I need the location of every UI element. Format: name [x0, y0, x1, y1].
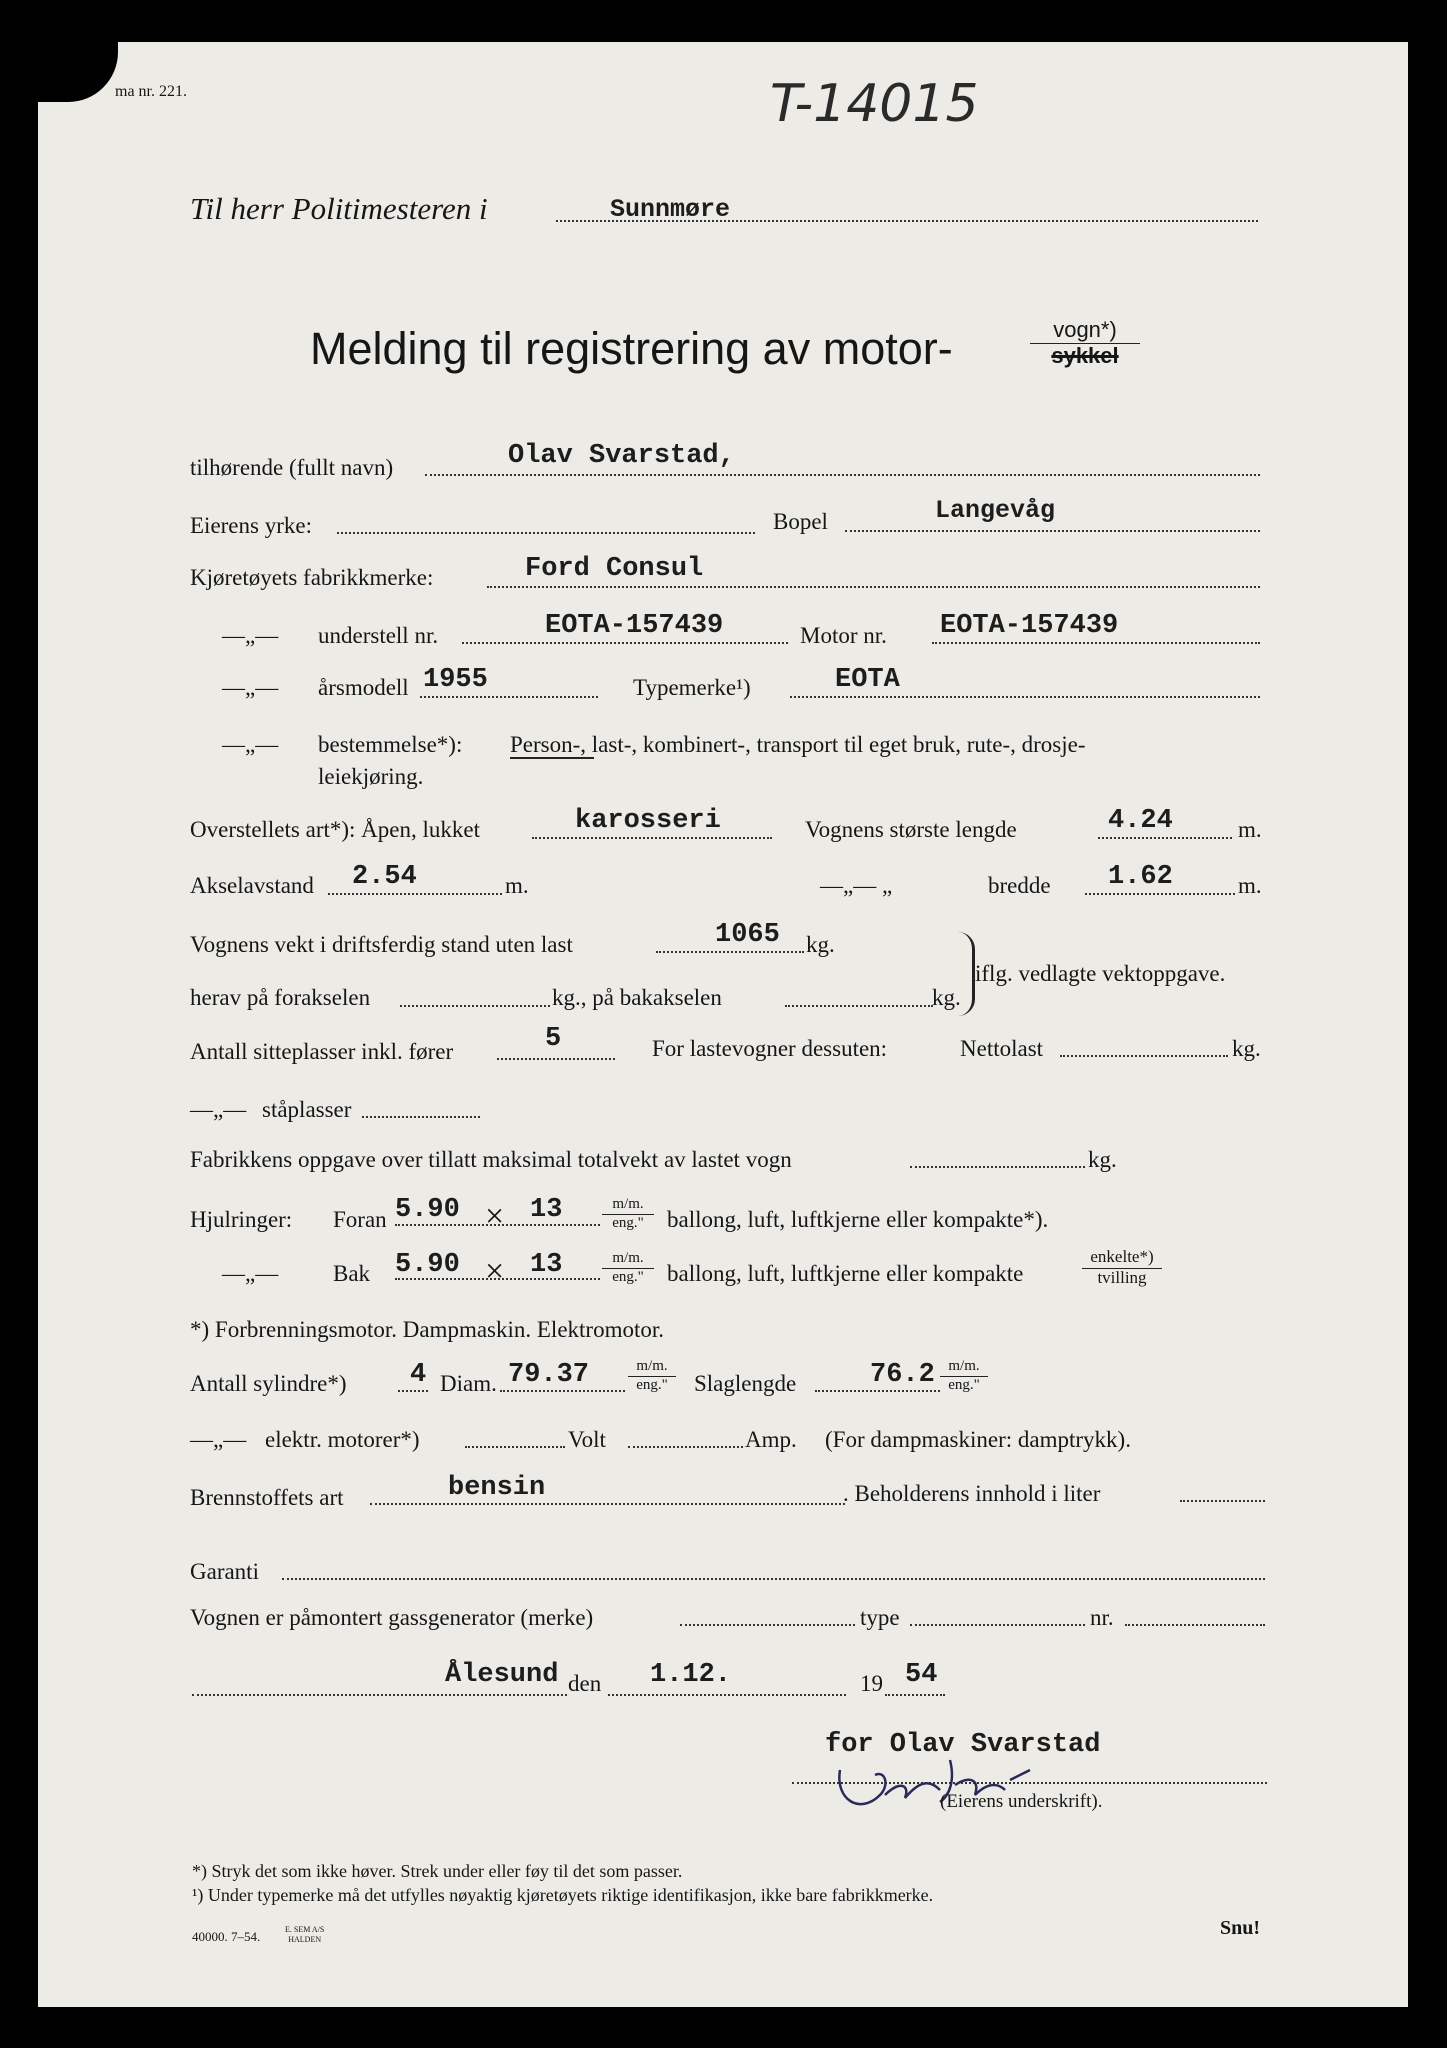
diameter-unit-eng: eng."	[636, 1376, 668, 1393]
rear-tire-cross: ×	[485, 1253, 505, 1290]
front-unit-mm: m/m.	[602, 1196, 654, 1215]
archive-handwritten-note: T-14015	[770, 74, 979, 134]
net-load-label: Nettolast	[960, 1036, 1044, 1061]
body-value: karosseri	[575, 806, 721, 836]
net-load-line	[1060, 1055, 1228, 1057]
rear-tire-ditto: —„—	[222, 1261, 279, 1286]
diameter-value: 79.37	[508, 1360, 590, 1390]
engine-types: *) Forbrenningsmotor. Dampmaskin. Elektromotor.	[190, 1317, 665, 1342]
tank-line	[1180, 1500, 1265, 1502]
body-line	[532, 837, 772, 839]
front-tire-cross: ×	[485, 1198, 505, 1235]
weight-line	[656, 951, 804, 953]
printer-name-bottom: HALDEN	[288, 1934, 322, 1944]
standing-label: ståplasser	[262, 1097, 352, 1122]
rear-unit-eng: eng."	[612, 1268, 644, 1285]
purpose-ditto: —„—	[222, 732, 279, 757]
diameter-unit	[628, 1358, 676, 1393]
form-number: ma nr. 221.	[115, 83, 187, 100]
net-load-unit: kg.	[1232, 1036, 1261, 1061]
electric-ditto: —„—	[190, 1427, 247, 1452]
rear-tire-unit	[602, 1250, 654, 1285]
diameter-line	[500, 1390, 625, 1392]
body-label: Overstellets art*): Åpen, lukket	[190, 817, 480, 842]
volt-label: Volt	[568, 1427, 606, 1452]
occupation-label: Eierens yrke:	[190, 513, 312, 538]
rear-tire-size: 5.90	[395, 1250, 460, 1280]
date-value: 1.12.	[650, 1660, 732, 1690]
front-tire-size: 5.90	[395, 1195, 460, 1225]
footnote-2: ¹) Under typemerke må det utfylles nøyaktig kjøretøyets riktige identifikasjon, ikke bare fabrikkmerke.	[192, 1885, 934, 1905]
year-ditto: —„—	[222, 675, 279, 700]
fuel-value: bensin	[448, 1473, 546, 1503]
volt-line	[465, 1446, 565, 1448]
stroke-unit-mm: m/m.	[940, 1358, 988, 1377]
front-tire-unit	[602, 1196, 654, 1231]
owner-name-line	[425, 474, 1260, 476]
sign-year-line	[885, 1694, 945, 1696]
stroke-label: Slaglengde	[694, 1371, 797, 1396]
gas-nr-label: nr.	[1090, 1605, 1114, 1630]
footnote-1: *) Stryk det som ikke høver. Strek under eller føy til det som passer.	[192, 1861, 683, 1881]
rear-option-single: enkelte*)	[1082, 1248, 1162, 1269]
length-line	[1098, 837, 1232, 839]
place-line	[192, 1694, 567, 1696]
make-line	[487, 586, 1260, 588]
occupation-line	[337, 532, 755, 534]
gas-type-line	[910, 1624, 1085, 1626]
turn-over: Snu!	[1220, 1917, 1261, 1939]
owner-name-label: tilhørende (fullt navn)	[190, 455, 394, 480]
stroke-value: 76.2	[870, 1360, 935, 1390]
diameter-label: Diam.	[440, 1371, 497, 1396]
make-label: Kjøretøyets fabrikkmerke:	[190, 565, 434, 590]
seats-line	[497, 1058, 615, 1060]
purpose-options: Person-, last-, kombinert-, transport til eget bruk, rute-, drosje-	[510, 732, 1086, 757]
rear-option-twin: tvilling	[1097, 1267, 1147, 1287]
front-axle-line	[400, 1005, 550, 1007]
residence-value: Langevåg	[935, 496, 1056, 525]
width-unit: m.	[1238, 873, 1262, 898]
steam-label: (For dampmaskiner: damptrykk).	[825, 1427, 1131, 1452]
chassis-line	[462, 642, 788, 644]
weight-unit: kg.	[806, 932, 835, 957]
engine-number-label: Motor nr.	[800, 623, 887, 648]
to-label: Til herr Politimesteren i	[190, 191, 488, 226]
cylinders-value: 4	[410, 1360, 427, 1390]
residence-label: Bopel	[773, 509, 828, 534]
diameter-unit-mm: m/m.	[628, 1358, 676, 1377]
engine-number-value: EOTA-157439	[940, 611, 1119, 641]
purpose-line2: leiekjøring.	[318, 764, 424, 789]
purpose-person-underline	[510, 757, 594, 759]
district-value: Sunnmøre	[610, 195, 731, 224]
front-axle-label: herav på forakselen	[190, 985, 371, 1010]
cylinders-line	[398, 1390, 428, 1392]
stroke-unit-eng: eng."	[948, 1376, 980, 1393]
type-label: Typemerke¹)	[633, 675, 751, 700]
purpose-label: bestemmelse*):	[318, 732, 463, 757]
max-weight-line	[910, 1166, 1085, 1168]
chassis-ditto: —„—	[222, 623, 279, 648]
front-tire-label: Foran	[333, 1207, 387, 1232]
gas-type-label: type	[860, 1605, 900, 1630]
gas-nr-line	[1125, 1624, 1265, 1626]
year-line	[420, 696, 598, 698]
rear-unit-mm: m/m.	[602, 1250, 654, 1269]
fuel-line	[370, 1503, 845, 1505]
length-unit: m.	[1238, 817, 1262, 842]
guarantee-label: Garanti	[190, 1559, 259, 1584]
front-tire-rim: 13	[530, 1195, 563, 1225]
cylinders-label: Antall sylindre*)	[190, 1371, 347, 1396]
standing-ditto: —„—	[190, 1097, 247, 1122]
rear-tire-label: Bak	[333, 1261, 371, 1286]
max-weight-label: Fabrikkens oppgave over tillatt maksimal totalvekt av lastet vogn	[190, 1147, 792, 1172]
weight-value: 1065	[715, 920, 780, 950]
amp-label: Amp.	[745, 1427, 797, 1452]
chassis-label: understell nr.	[318, 623, 439, 648]
tires-label: Hjulringer:	[190, 1207, 293, 1232]
gas-generator-line	[680, 1624, 855, 1626]
width-ditto: —„— „	[820, 873, 893, 898]
rear-tire-mounting	[1082, 1248, 1162, 1287]
max-weight-unit: kg.	[1088, 1147, 1117, 1172]
title-option-car: vogn*)	[1030, 318, 1140, 344]
residence-line	[845, 530, 1260, 532]
length-label: Vognens største lengde	[805, 817, 1017, 842]
year-label: årsmodell	[318, 675, 409, 700]
printer-name-top: E. SEM A/S	[285, 1925, 325, 1934]
guarantee-line	[282, 1578, 1265, 1580]
stroke-unit	[940, 1358, 988, 1393]
wheelbase-value: 2.54	[352, 862, 417, 892]
printer-name	[285, 1925, 324, 1944]
form-title: Melding til registrering av motor-	[310, 323, 953, 374]
rear-tire-types: ballong, luft, luftkjerne eller kompakte	[667, 1261, 1024, 1286]
front-unit-eng: eng."	[612, 1214, 644, 1231]
width-line	[1085, 893, 1235, 895]
cargo-label: For lastevogner dessuten:	[652, 1036, 888, 1061]
wheelbase-line	[328, 893, 502, 895]
front-tire-types: ballong, luft, luftkjerne eller kompakte*).	[667, 1207, 1049, 1232]
gas-generator-label: Vognen er påmontert gassgenerator (merke)	[190, 1605, 594, 1630]
model-year: 1955	[423, 665, 488, 695]
signature-caption: (Eierens underskrift).	[940, 1791, 1103, 1812]
width-label: bredde	[988, 873, 1051, 898]
seats-value: 5	[545, 1024, 562, 1054]
wheelbase-unit: m.	[505, 873, 529, 898]
stroke-line	[815, 1390, 940, 1392]
rear-axle-label: kg., på bakakselen	[552, 985, 722, 1010]
place-value: Ålesund	[445, 1660, 559, 1690]
fuel-label: Brennstoffets art	[190, 1485, 344, 1510]
rear-axle-unit: kg.	[932, 985, 961, 1010]
type-value: EOTA	[835, 665, 900, 695]
title-option-motorcycle: sykkel	[1051, 343, 1119, 369]
printer-code: 40000. 7–54.	[192, 1929, 261, 1944]
seats-label: Antall sitteplasser inkl. fører	[190, 1039, 454, 1064]
signed-for: for Olav Svarstad	[825, 1730, 1101, 1760]
chassis-value: EOTA-157439	[545, 611, 724, 641]
type-line	[790, 696, 1260, 698]
year-prefix: 19	[860, 1671, 883, 1696]
tank-label: . Beholderens innhold i liter	[843, 1481, 1101, 1506]
weight-brace	[958, 932, 975, 1016]
standing-line	[362, 1116, 480, 1118]
engine-number-line	[932, 642, 1260, 644]
title-vehicle-options	[1030, 318, 1140, 368]
length-value: 4.24	[1108, 806, 1173, 836]
wheelbase-label: Akselavstand	[190, 873, 314, 898]
rear-axle-line	[785, 1005, 933, 1007]
date-label: den	[568, 1671, 602, 1696]
owner-name: Olav Svarstad,	[508, 441, 735, 471]
weight-label: Vognens vekt i driftsferdig stand uten last	[190, 932, 573, 957]
sign-year-value: 54	[905, 1660, 938, 1690]
electric-label: elektr. motorer*)	[265, 1427, 420, 1452]
width-value: 1.62	[1108, 862, 1173, 892]
date-line	[608, 1694, 846, 1696]
make-value: Ford Consul	[525, 554, 704, 584]
rear-tire-rim: 13	[530, 1250, 563, 1280]
weight-note: iflg. vedlagte vektoppgave.	[975, 961, 1226, 986]
amp-line	[628, 1446, 743, 1448]
